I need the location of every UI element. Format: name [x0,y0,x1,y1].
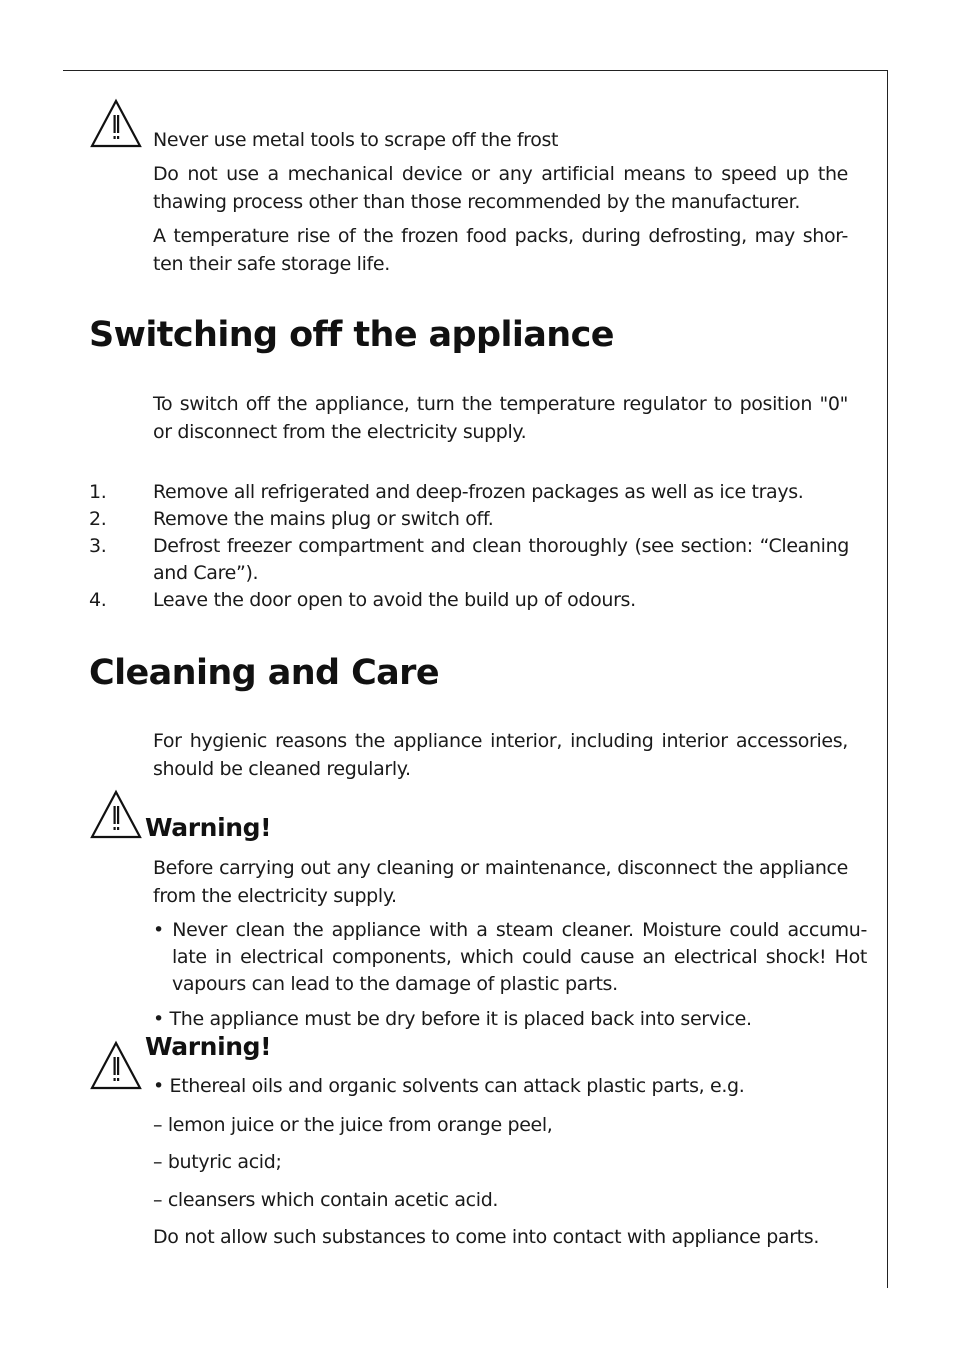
top-rule [63,70,888,71]
cleaning-intro: For hygienic reasons the appliance interior, including interior accessories, should be cleaned regularly. [153,730,848,780]
step-number: 1. [89,481,107,503]
solvents-bullet: • Ethereal oils and organic solvents can attack plastic parts, e.g. [153,1075,745,1097]
switching-off-intro: To switch off the appliance, turn the temperature regulator to position "0" or disconnect from the electricity supply. [153,393,848,443]
warning-triangle-icon [90,98,142,148]
step-text: Defrost freezer compartment and clean thoroughly (see section: “Cleaning and Care”). [153,535,849,584]
switch-off-steps [89,479,849,614]
switching-off-heading: Switching off the appliance [89,315,614,355]
step-item [89,479,849,506]
frost-tools-note: Never use metal tools to scrape off the frost [153,129,559,151]
step-number: 3. [89,535,107,557]
step-item [89,506,849,533]
warning-triangle-icon [90,789,142,839]
right-rule [887,70,888,1288]
step-item [89,587,849,614]
step-number: 4. [89,589,107,611]
warning-heading-2: Warning! [145,1032,272,1061]
contact-warning: Do not allow such substances to come into contact with appliance parts. [153,1226,820,1248]
step-item [89,533,849,587]
steam-cleaner-bullet: • Never clean the appliance with a steam cleaner. Moisture could accumu-late in electrical components, which could cause an electrical shock! Hot vapours can lead to the damage of plastic parts. [153,919,867,995]
cleaning-care-heading: Cleaning and Care [89,653,439,693]
disconnect-warning: Before carrying out any cleaning or maintenance, disconnect the appliance from the electricity supply. [153,857,848,907]
step-text: Remove the mains plug or switch off. [153,508,494,530]
step-text: Remove all refrigerated and deep-frozen packages as well as ice trays. [153,481,804,503]
dry-before-service-bullet: • The appliance must be dry before it is placed back into service. [153,1008,752,1030]
defrost-device-note: Do not use a mechanical device or any artificial means to speed up the thawing process other than those recommended by the manufacturer. [153,163,848,213]
lemon-juice-item: – lemon juice or the juice from orange peel, [153,1114,553,1136]
temperature-rise-note: A temperature rise of the frozen food packs, during defrosting, may shor-ten their safe storage life. [153,225,848,275]
warning-triangle-icon [90,1040,142,1090]
butyric-acid-item: – butyric acid; [153,1151,282,1173]
acetic-acid-item: – cleansers which contain acetic acid. [153,1189,499,1211]
step-number: 2. [89,508,107,530]
warning-heading-1: Warning! [145,813,272,842]
step-text: Leave the door open to avoid the build up of odours. [153,589,636,611]
